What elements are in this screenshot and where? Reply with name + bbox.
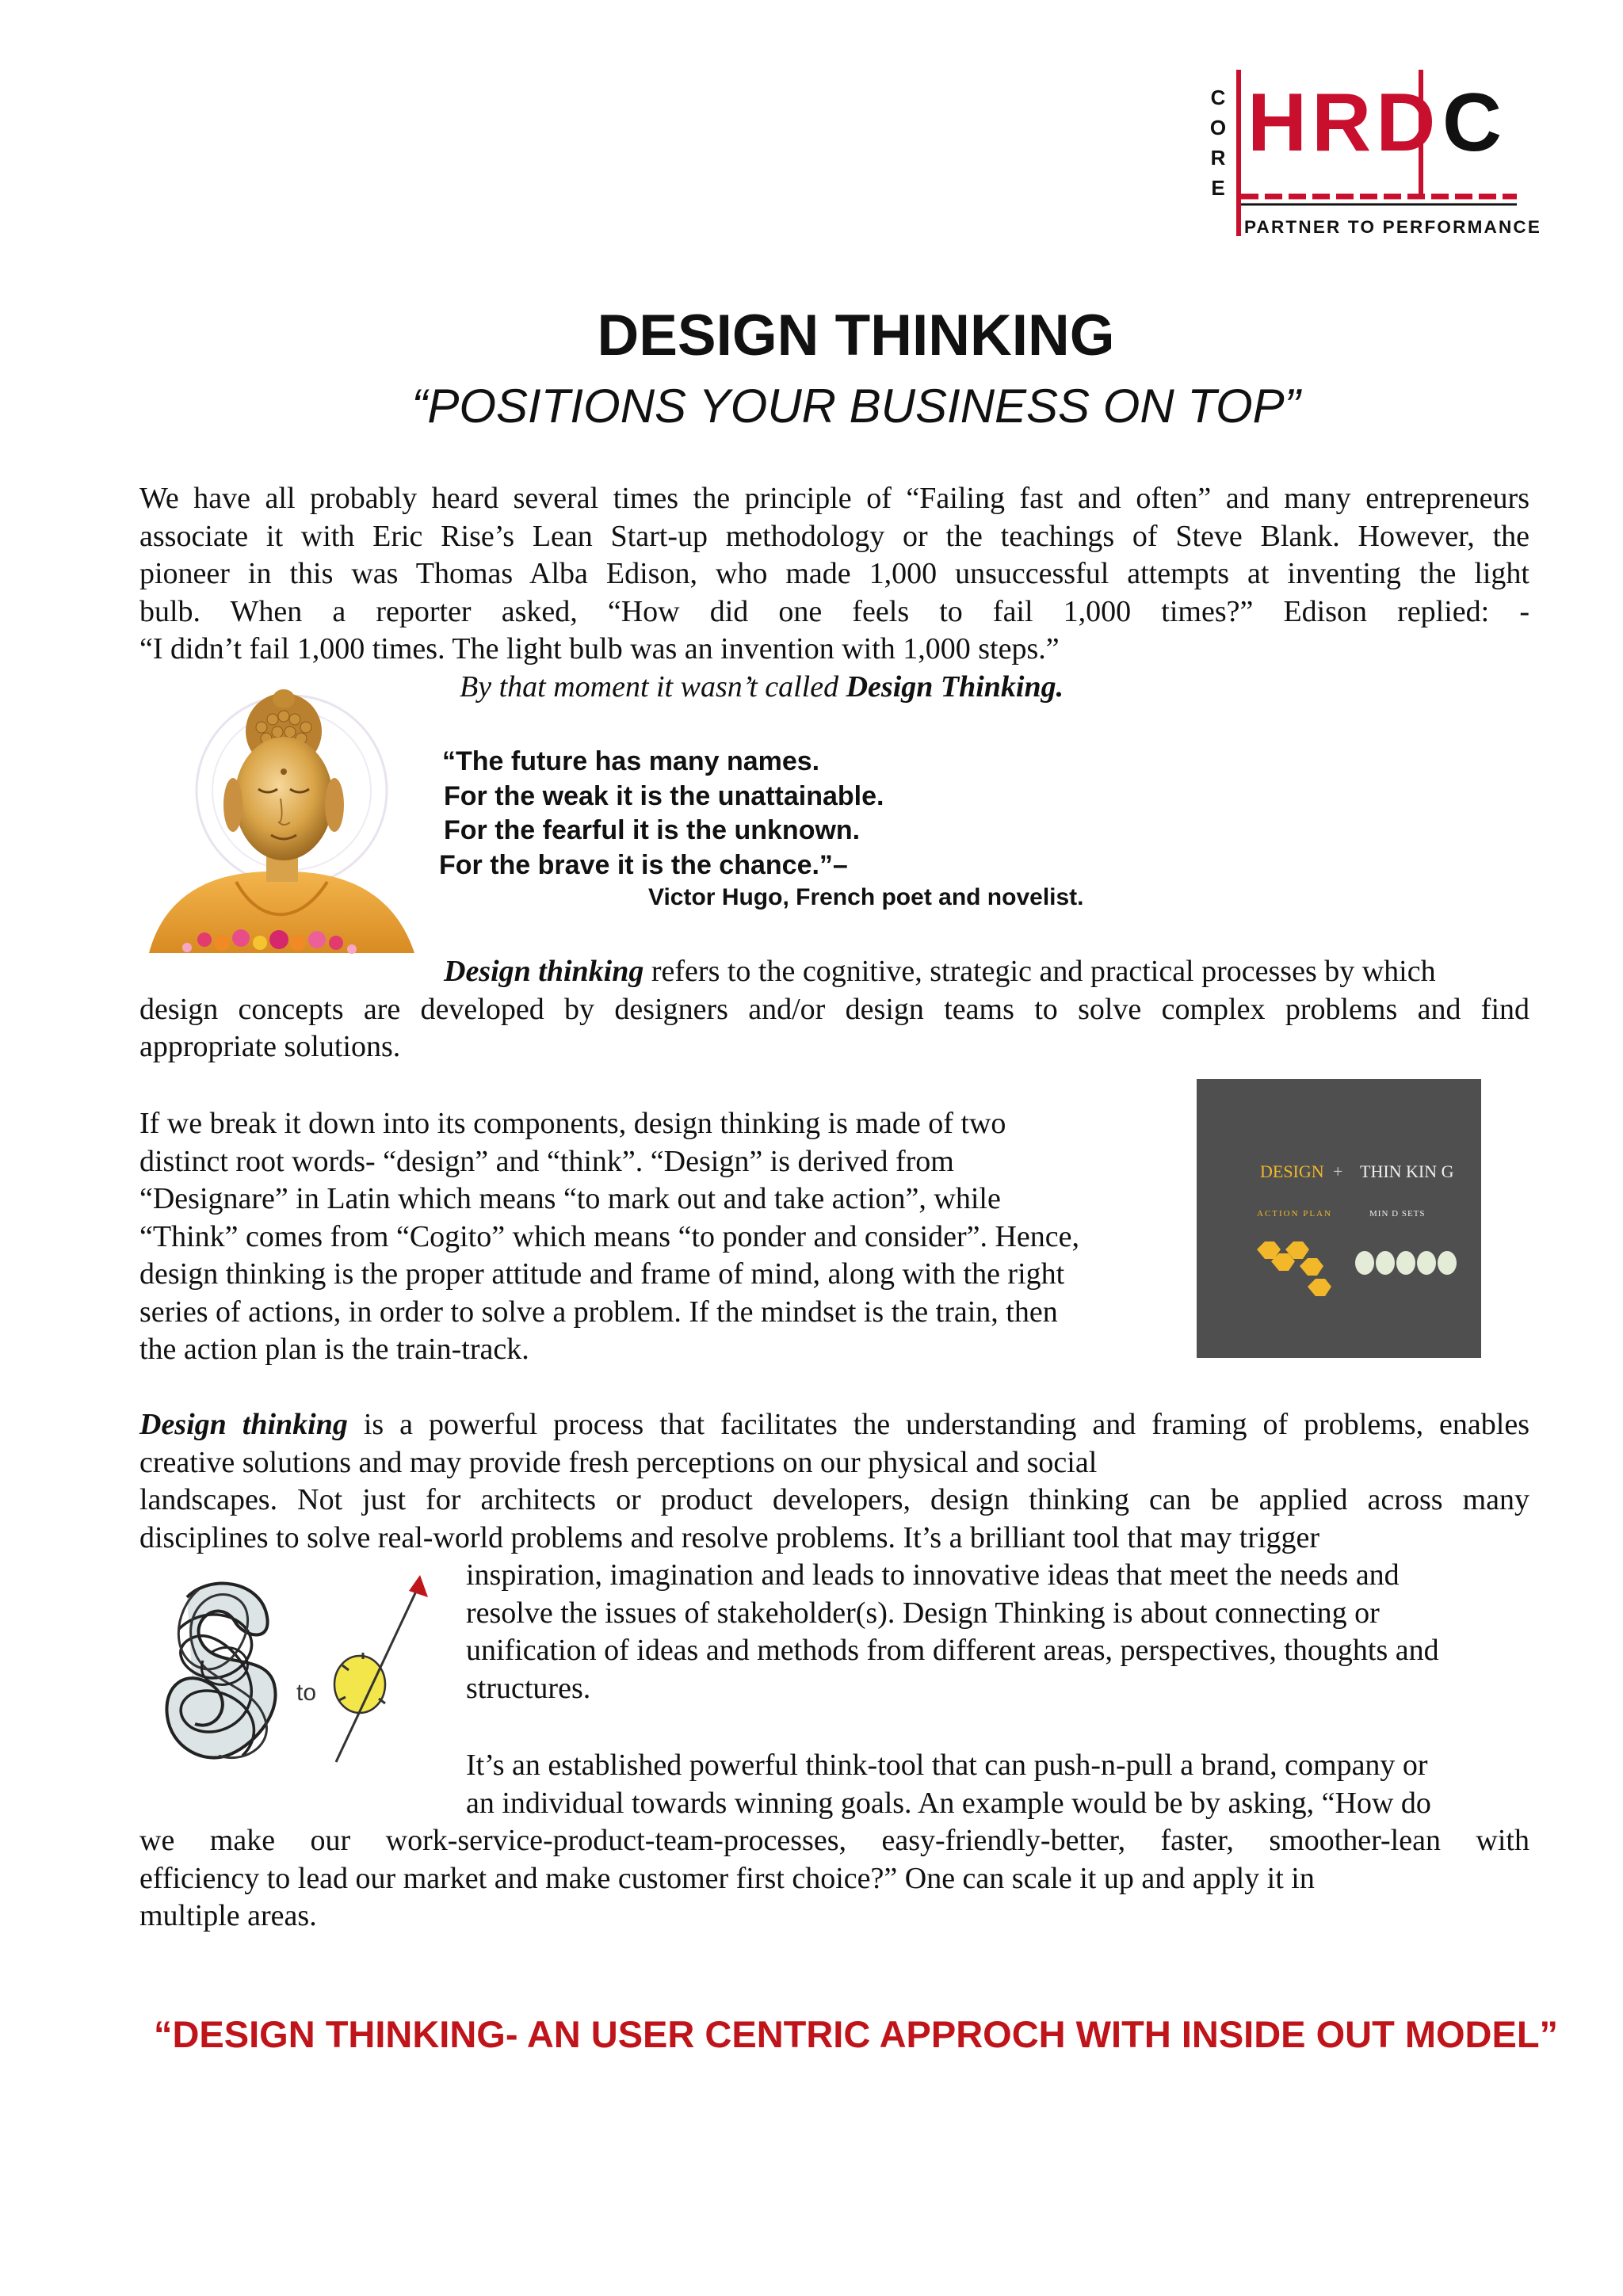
logo-side-letter: R xyxy=(1210,146,1226,170)
text-line: efficiency to lead our market and make customer first choice?” One can scale it up and apply it in xyxy=(139,1861,1315,1895)
page-subtitle: “POSITIONS YOUR BUSINESS ON TOP” xyxy=(411,379,1300,433)
text-line: the action plan is the train-track. xyxy=(139,1333,529,1366)
text-line: We have all probably heard several times the principle of “Failing fast and often” and many entrepreneurs xyxy=(139,482,1529,515)
dt-plus-label: + xyxy=(1333,1161,1343,1181)
text-line: we make our work-service-product-team-processes, easy-friendly-better, faster, smoother-lean with xyxy=(139,1824,1529,1857)
byline-text: By that moment it wasn’t called xyxy=(460,670,846,704)
text-line: disciplines to solve real-world problems and resolve problems. It’s a brilliant tool that may trigger xyxy=(139,1520,1320,1554)
text-line: design thinking is the proper attitude and frame of mind, along with the right xyxy=(139,1257,1065,1291)
text-line: an individual towards winning goals. An example would be by asking, “How do xyxy=(466,1786,1431,1820)
logo-side-letter: O xyxy=(1209,116,1227,139)
dt-action-plan-label: ACTION PLAN xyxy=(1257,1209,1333,1219)
buddha-illustration xyxy=(141,688,418,967)
mindset-circles xyxy=(1352,1247,1463,1279)
quote-line: “The future has many names. xyxy=(442,746,820,776)
text-line: landscapes. Not just for architects or product developers, design thinking can be applied across many xyxy=(139,1483,1529,1516)
text-line: creative solutions and may provide fresh perceptions on our physical and social xyxy=(139,1445,1098,1479)
dt-mind-sets-label: MIN D SETS xyxy=(1369,1209,1426,1219)
text-line: series of actions, in order to solve a problem. If the mindset is the train, then xyxy=(139,1295,1058,1329)
text-line: “Think” comes from “Cogito” which means “to ponder and consider”. Hence, xyxy=(139,1219,1080,1253)
text-span: refers to the cognitive, strategic and practical processes by which xyxy=(643,955,1436,988)
text-line: distinct root words- “design” and “think”. “Design” is derived from xyxy=(139,1144,954,1178)
text-line: associate it with Eric Rise’s Lean Start-up methodology or the teachings of Steve Blank. However, the xyxy=(139,519,1529,553)
company-logo xyxy=(1205,62,1542,256)
logo-tagline: PARTNER TO PERFORMANCE xyxy=(1244,217,1542,237)
byline-emphasis: Design Thinking. xyxy=(846,670,1064,704)
quote-author: Victor Hugo, French poet and novelist. xyxy=(648,884,1084,910)
text-line: structures. xyxy=(466,1671,591,1705)
closing-tagline: “DESIGN THINKING- AN USER CENTRIC APPROCH WITH INSIDE OUT MODEL” xyxy=(153,2013,1559,2055)
text-line: inspiration, imagination and leads to innovative ideas that meet the needs and xyxy=(466,1558,1400,1592)
text-line: If we break it down into its components, design thinking is made of two xyxy=(139,1107,1006,1140)
text-span: is a powerful process that facilitates the understanding and framing of problems, enables xyxy=(347,1408,1529,1441)
dt-design-label: DESIGN xyxy=(1260,1161,1324,1181)
text-line xyxy=(139,1406,1529,1444)
term-emphasis: Design thinking xyxy=(444,955,644,988)
quote-line: For the brave it is the chance.”– xyxy=(439,849,848,880)
tangle-label: to xyxy=(296,1680,317,1706)
text-line: unification of ideas and methods from different areas, perspectives, thoughts and xyxy=(466,1634,1439,1667)
text-line: “I didn’t fail 1,000 times. The light bulb was an invention with 1,000 steps.” xyxy=(139,632,1060,666)
logo-side-letter: E xyxy=(1211,176,1225,200)
text-line xyxy=(139,953,1529,991)
text-line: appropriate solutions. xyxy=(139,1030,401,1063)
text-line: It’s an established powerful think-tool that can push-n-pull a brand, company or xyxy=(466,1749,1428,1782)
quote-line: For the weak it is the unattainable. xyxy=(444,780,884,811)
page-title: DESIGN THINKING xyxy=(597,303,1115,368)
logo-letter-c: C xyxy=(1442,77,1503,169)
text-line: “Designare” in Latin which means “to mark out and take action”, while xyxy=(139,1182,1001,1215)
definition-paragraph xyxy=(139,953,1529,1066)
text-line: multiple areas. xyxy=(139,1899,317,1932)
design-thinking-image xyxy=(1197,1079,1481,1358)
byline xyxy=(460,669,1064,704)
dt-thinking-label: THIN KIN G xyxy=(1360,1161,1454,1181)
quote-line: For the fearful it is the unknown. xyxy=(444,815,861,845)
intro-paragraph xyxy=(139,480,1529,669)
victor-hugo-quote xyxy=(439,745,1155,883)
logo-letters: HRD xyxy=(1247,77,1441,169)
logo-rail-graphic xyxy=(1236,181,1522,212)
text-line: bulb. When a reporter asked, “How did one feels to fail 1,000 times?” Edison replied: - xyxy=(139,594,1529,628)
term-emphasis: Design thinking xyxy=(139,1408,348,1441)
thinktool-paragraph xyxy=(139,1747,1529,1936)
components-paragraph xyxy=(139,1105,1162,1369)
text-line: design concepts are developed by designers and/or design teams to solve complex problems and find xyxy=(139,992,1529,1026)
text-line: pioneer in this was Thomas Alba Edison, who made 1,000 unsuccessful attempts at inventing the light xyxy=(139,557,1529,590)
logo-side-letter: C xyxy=(1210,86,1226,109)
action-plan-hexagons xyxy=(1249,1238,1336,1309)
text-line: resolve the issues of stakeholder(s). Design Thinking is about connecting or xyxy=(466,1596,1380,1630)
logo-side-letters xyxy=(1205,82,1232,203)
